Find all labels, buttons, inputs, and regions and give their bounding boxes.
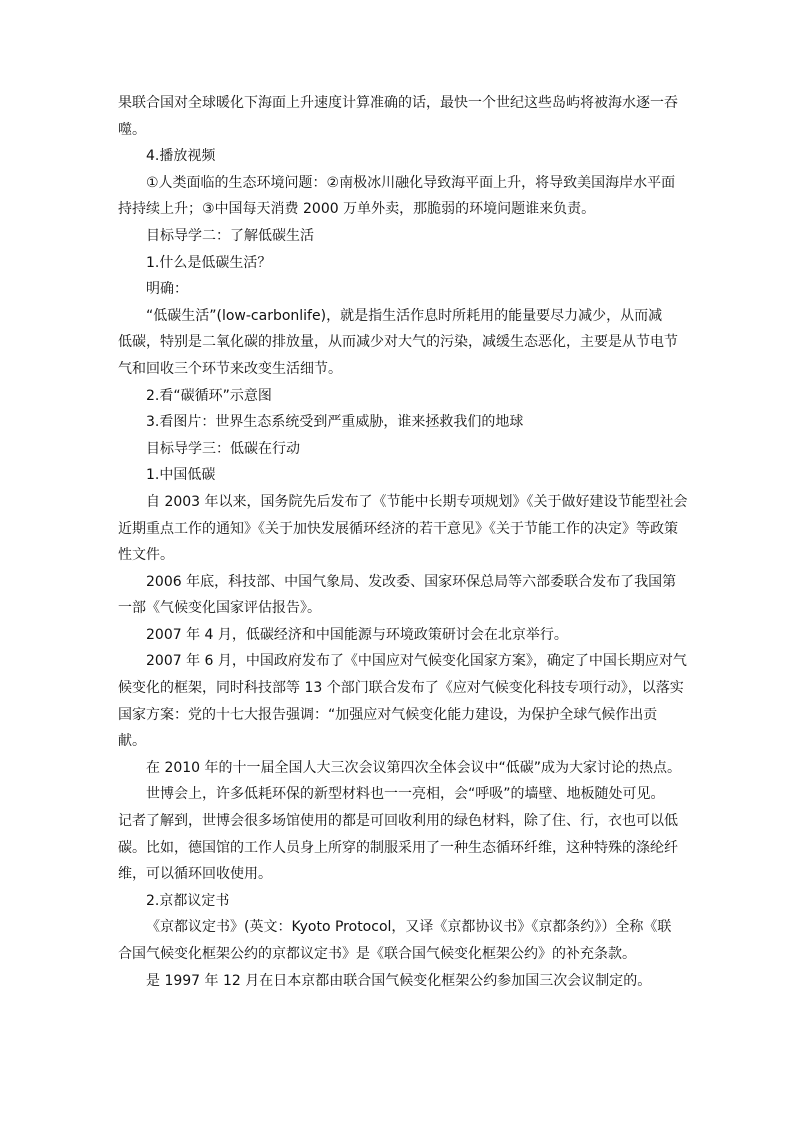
text-line: 世博会上，许多低耗环保的新型材料也一一亮相，会“呼吸”的墙壁、地板随处可见。 xyxy=(146,786,665,803)
text-line: 国家方案：党的十七大报告强调：“加强应对气候变化能力建设，为保护全球气候作出贡 xyxy=(118,706,658,723)
document-body xyxy=(118,90,688,994)
text-line: 自 2003 年以来，国务院先后发布了《节能中长期专项规划》《关于做好建设节能型社会 xyxy=(146,493,688,510)
text-line: 目标导学三：低碳在行动 xyxy=(146,440,300,457)
text-line: 近期重点工作的通知》《关于加快发展循环经济的若干意见》《关于节能工作的决定》等政策 xyxy=(118,520,678,537)
text-line: 2.看“碳循环”示意图 xyxy=(146,387,272,404)
text-line: 在 2010 年的十一届全国人大三次会议第四次全体会议中“低碳”成为大家讨论的热点。 xyxy=(146,759,682,776)
text-line: 碳。比如，德国馆的工作人员身上所穿的制服采用了一种生态循环纤维，这种特殊的涤纶纤 xyxy=(118,839,678,856)
text-line: 1.中国低碳 xyxy=(146,467,216,484)
text-line: ①人类面临的生态环境问题：②南极冰川融化导致海平面上升，将导致美国海岸水平面 xyxy=(146,174,676,191)
text-line: 2.京都议定书 xyxy=(146,892,230,909)
text-line: 记者了解到，世博会很多场馆使用的都是可回收利用的绿色材料，除了住、行，衣也可以低 xyxy=(118,813,678,830)
text-line: “低碳生活”(low-carbonlife)，就是指生活作息时所耗用的能量要尽力减少，从而减 xyxy=(146,307,663,324)
text-line: 4.播放视频 xyxy=(146,148,216,165)
text-line: 1.什么是低碳生活？ xyxy=(146,254,272,271)
text-line: 持持续上升；③中国每天消费 2000 万单外卖，那脆弱的环境问题谁来负责。 xyxy=(118,201,596,218)
text-line: 目标导学二：了解低碳生活 xyxy=(146,227,314,244)
text-line: 候变化的框架，同时科技部等 13 个部门联合发布了《应对气候变化科技专项行动》，以落实 xyxy=(118,680,684,697)
text-line: 《京都议定书》(英文：Kyoto Protocol，又译《京都协议书》《京都条约》）全称《联 xyxy=(146,919,672,936)
text-line: 果联合国对全球暖化下海面上升速度计算准确的话，最快一个世纪这些岛屿将被海水逐一吞 xyxy=(118,95,678,111)
text-line: 明确： xyxy=(146,281,188,298)
text-line: 3.看图片：世界生态系统受到严重威胁，谁来拯救我们的地球 xyxy=(146,414,524,431)
text-line: 是 1997 年 12 月在日本京都由联合国气候变化框架公约参加国三次会议制定的。 xyxy=(146,972,652,989)
text-line: 噬。 xyxy=(118,121,146,138)
text-line: 性文件。 xyxy=(118,547,174,564)
text-line: 低碳，特别是二氧化碳的排放量，从而减少对大气的污染，减缓生态恶化，主要是从节电节 xyxy=(118,334,678,351)
text-line: 2007 年 6 月，中国政府发布了《中国应对气候变化国家方案》，确定了中国长期应对气 xyxy=(146,653,687,670)
text-line: 维，可以循环回收使用。 xyxy=(118,866,272,883)
text-line: 合国气候变化框架公约的京都议定书》是《联合国气候变化框架公约》的补充条款。 xyxy=(118,946,636,962)
text-line: 献。 xyxy=(118,733,146,750)
text-line: 一部《气候变化国家评估报告》。 xyxy=(118,600,321,617)
text-line: 2007 年 4 月，低碳经济和中国能源与环境政策研讨会在北京举行。 xyxy=(146,626,568,643)
text-line: 气和回收三个环节来改变生活细节。 xyxy=(118,360,342,377)
text-line: 2006 年底，科技部、中国气象局、发改委、国家环保总局等六部委联合发布了我国第 xyxy=(146,573,677,590)
